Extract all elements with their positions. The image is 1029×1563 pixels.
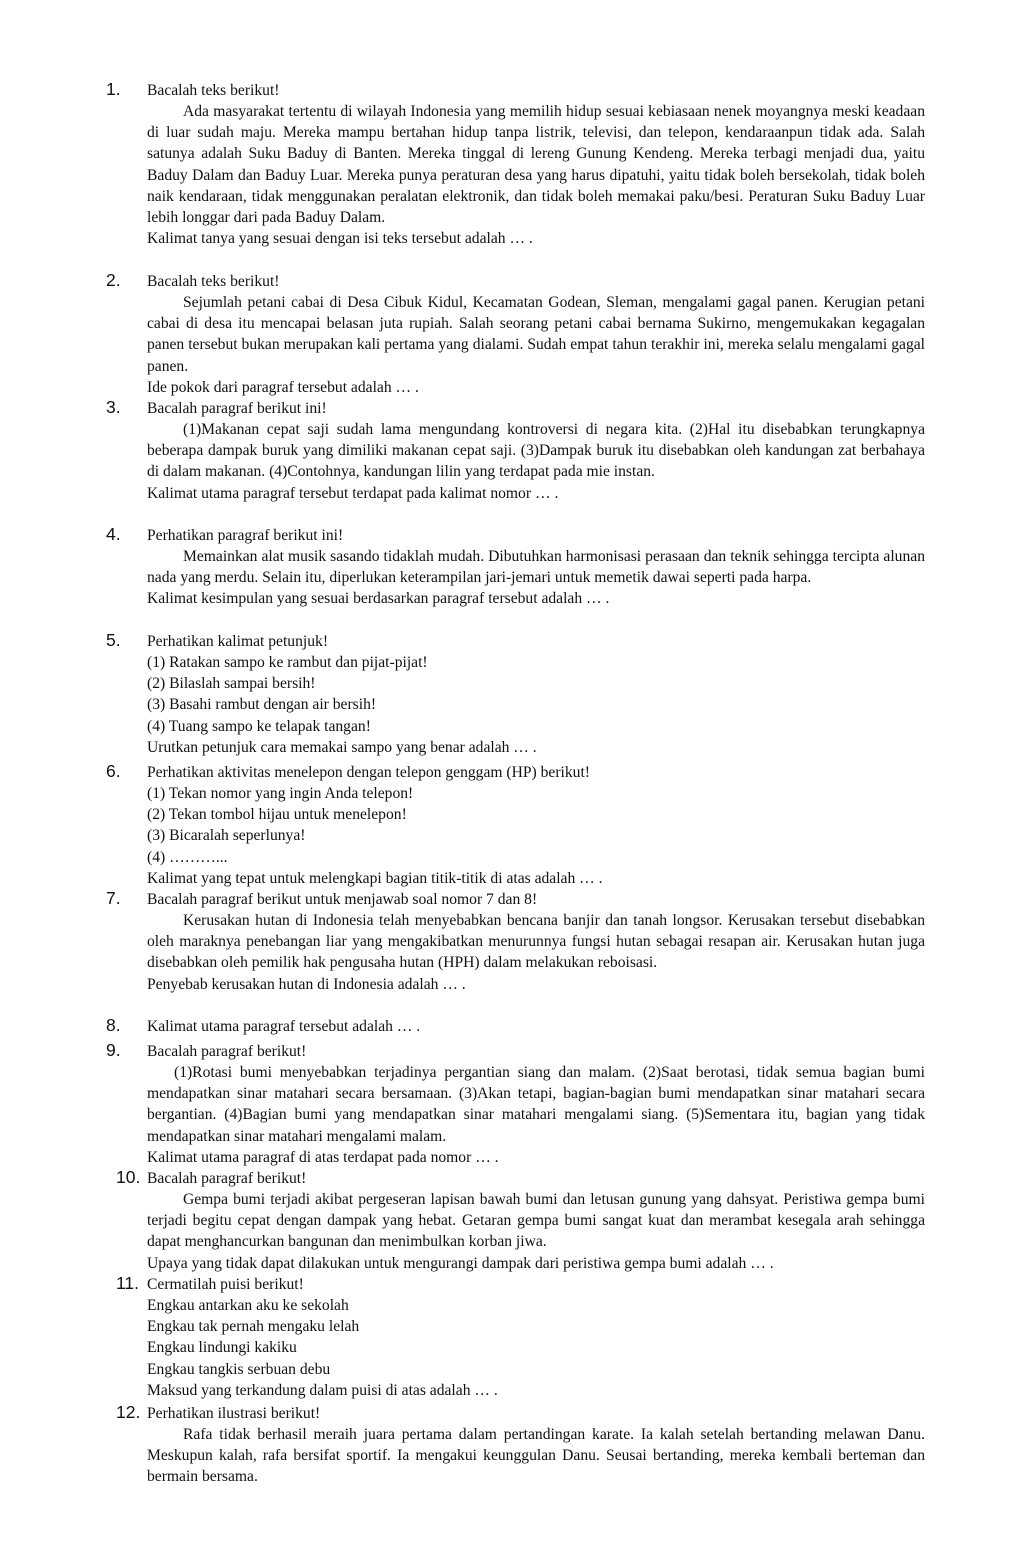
question-prompt: Urutkan petunjuk cara memakai sampo yang benar adalah … .	[147, 738, 537, 756]
list-item: (1) Ratakan sampo ke rambut dan pijat-pijat!	[147, 654, 428, 672]
poem-line: Engkau antarkan aku ke sekolah	[147, 1297, 349, 1315]
question-instruction: Perhatikan kalimat petunjuk!	[147, 633, 329, 650]
question-prompt: Maksud yang terkandung dalam puisi di atas adalah … .	[147, 1381, 498, 1399]
question-passage: Sejumlah petani cabai di Desa Cibuk Kidul, Kecamatan Godean, Sleman, mengalami gagal panen. Kerugian petani cabai di desa itu mencapai belasan juta rupiah. Salah seorang petani cabai bernama Sukirno, mengemukakan kegagalan panen tersebut bukan merupakan kali pertama yang dialami. Sudah empat tahun terakhir ini, mereka selalu mengalami gagal panen.	[147, 294, 925, 375]
question-prompt: Ide pokok dari paragraf tersebut adalah … .	[147, 378, 419, 396]
question-instruction: Kalimat utama paragraf tersebut adalah … .	[147, 1018, 421, 1035]
question-number: 1.	[106, 79, 121, 99]
poem-line: Engkau lindungi kakiku	[147, 1339, 297, 1357]
list-item: (4) ………...	[147, 848, 228, 866]
question-number: 2.	[106, 270, 121, 290]
question-number: 8.	[106, 1015, 121, 1035]
question-passage: (1)Makanan cepat saji sudah lama mengundang kontroversi di negara kita. (2)Hal itu disebabkan terungkapnya beberapa dampak buruk yang dimiliki makanan cepat saji. (3)Dampak buruk itu disebabkan oleh kandungan zat berbahaya di dalam makanan. (4)Contohnya, kandungan lilin yang terdapat pada mie instan.	[147, 421, 925, 481]
question-number: 6.	[106, 761, 121, 781]
question-number: 9.	[106, 1040, 121, 1060]
list-item: (1) Tekan nomor yang ingin Anda telepon!	[147, 785, 414, 803]
question-prompt: Kalimat yang tepat untuk melengkapi bagian titik-titik di atas adalah … .	[147, 869, 603, 887]
question-passage: Gempa bumi terjadi akibat pergeseran lapisan bawah bumi dan letusan gunung yang dahsyat. Peristiwa gempa bumi terjadi begitu cepat dengan dampak yang hebat. Getaran gempa bumi sangat kuat dan merambat kesegala arah sehingga dapat menghancurkan bangunan dan menimbulkan korban jiwa.	[147, 1191, 925, 1251]
question-passage: (1)Rotasi bumi menyebabkan terjadinya pergantian siang dan malam. (2)Saat berotasi, tidak semua bagian bumi mendapatkan sinar matahari secara bersamaan. (3)Akan tetapi, bagian-bagian bumi mendapatkan sinar matahari secara bergantian. (4)Bagian bumi yang mendapatkan sinar matahari mengalami siang. (5)Sementara itu, bagian yang tidak mendapatkan sinar matahari mengalami malam.	[147, 1064, 925, 1145]
question-instruction: Perhatikan ilustrasi berikut!	[147, 1405, 321, 1422]
question-instruction: Bacalah paragraf berikut!	[147, 1043, 307, 1060]
question-number: 5.	[106, 630, 121, 650]
question-prompt: Kalimat kesimpulan yang sesuai berdasarkan paragraf tersebut adalah … .	[147, 590, 610, 608]
poem-line: Engkau tak pernah mengaku lelah	[147, 1318, 360, 1336]
question-prompt: Kalimat utama paragraf tersebut terdapat pada kalimat nomor … .	[147, 484, 559, 502]
question-instruction: Bacalah teks berikut!	[147, 82, 280, 99]
list-item: (2) Tekan tombol hijau untuk menelepon!	[147, 806, 407, 824]
list-item: (3) Basahi rambut dengan air bersih!	[147, 696, 377, 714]
list-item: (2) Bilaslah sampai bersih!	[147, 675, 316, 693]
question-instruction: Bacalah paragraf berikut!	[147, 1170, 307, 1187]
question-prompt: Upaya yang tidak dapat dilakukan untuk mengurangi dampak dari peristiwa gempa bumi adalah … .	[147, 1254, 774, 1272]
question-instruction: Bacalah teks berikut!	[147, 273, 280, 290]
question-number: 4.	[106, 524, 121, 544]
question-prompt: Kalimat utama paragraf di atas terdapat pada nomor … .	[147, 1148, 499, 1166]
question-passage: Rafa tidak berhasil meraih juara pertama dalam pertandingan karate. Ia kalah setelah bertanding melawan Danu. Meskupun kalah, rafa bersifat sportif. Ia mengakui keunggulan Danu. Seusai bertanding, mereka kembali berteman dan bermain bersama.	[147, 1426, 925, 1486]
list-item: (4) Tuang sampo ke telapak tangan!	[147, 717, 371, 735]
question-number: 11.	[116, 1273, 140, 1293]
question-number: 3.	[106, 397, 121, 417]
question-instruction: Perhatikan aktivitas menelepon dengan telepon genggam (HP) berikut!	[147, 764, 590, 781]
question-instruction: Perhatikan paragraf berikut ini!	[147, 527, 344, 544]
question-prompt: Penyebab kerusakan hutan di Indonesia adalah … .	[147, 975, 466, 993]
question-number: 12.	[116, 1402, 141, 1422]
question-number: 10.	[116, 1167, 141, 1187]
question-passage: Ada masyarakat tertentu di wilayah Indonesia yang memilih hidup sesuai kebiasaan nenek moyangnya meski keadaan di luar sudah maju. Mereka mampu bertahan hidup tanpa listrik, televisi, dan telepon, kendaraanpun tidak ada. Salah satunya adalah Suku Baduy di Banten. Mereka tinggal di lereng Gunung Kendeng. Mereka terbagi menjadi dua, yaitu Baduy Dalam dan Baduy Luar. Mereka punya peraturan desa yang harus dipatuhi, yaitu tidak boleh bersekolah, tidak boleh naik kendaraan, tidak menggunakan peralatan elektronik, dan tidak boleh memakai paku/besi. Peraturan Suku Baduy Luar lebih longgar dari pada Baduy Dalam.	[147, 103, 925, 226]
question-prompt: Kalimat tanya yang sesuai dengan isi teks tersebut adalah … .	[147, 230, 533, 248]
question-passage: Memainkan alat musik sasando tidaklah mudah. Dibutuhkan harmonisasi perasaan dan teknik sehingga tercipta alunan nada yang merdu. Selain itu, diperlukan keterampilan jari-jemari untuk memetik dawai seperti pada harpa.	[147, 548, 925, 587]
question-instruction: Bacalah paragraf berikut ini!	[147, 400, 327, 417]
question-instruction: Bacalah paragraf berikut untuk menjawab soal nomor 7 dan 8!	[147, 891, 538, 908]
poem-line: Engkau tangkis serbuan debu	[147, 1360, 331, 1378]
question-passage: Kerusakan hutan di Indonesia telah menyebabkan bencana banjir dan tanah longsor. Kerusakan tersebut disebabkan oleh maraknya penebangan liar yang mengakibatkan menurunnya fungsi hutan sebagai resapan air. Kerusakan hutan juga disebabkan oleh pemilik hak pengusaha hutan (HPH) dalam melakukan reboisasi.	[147, 912, 925, 972]
question-number: 7.	[106, 888, 121, 908]
question-instruction: Cermatilah puisi berikut!	[147, 1276, 304, 1293]
list-item: (3) Bicaralah seperlunya!	[147, 827, 306, 845]
